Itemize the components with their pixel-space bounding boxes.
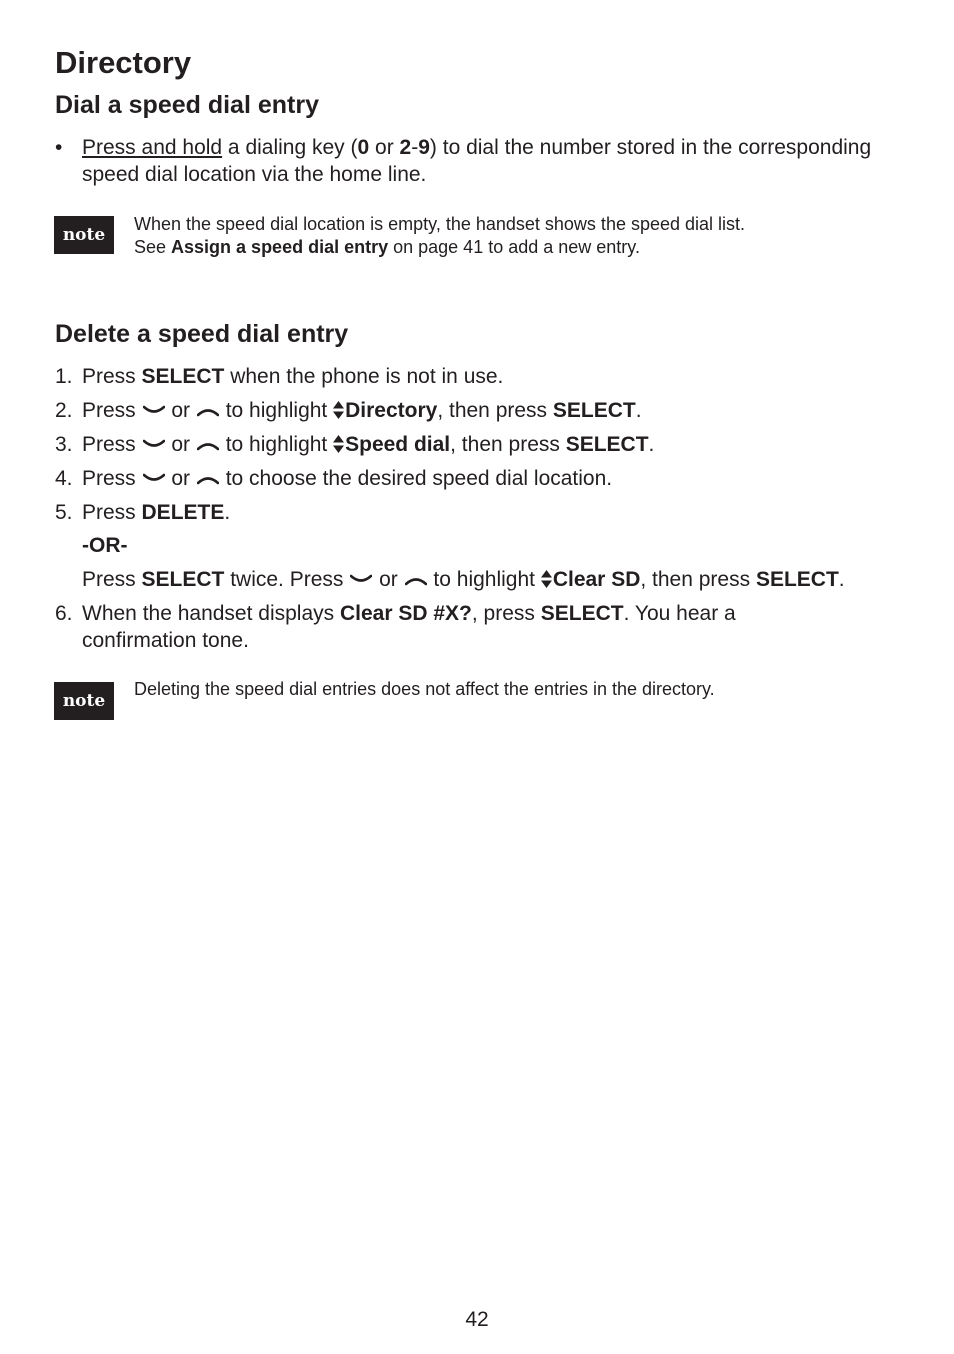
- key-2: 2: [399, 136, 412, 159]
- up-down-arrow-icon: [541, 570, 552, 588]
- chevron-down-icon: [350, 574, 372, 586]
- dial-note-text: When the speed dial location is empty, the handset shows the speed dial list. See Assign a speed dial entry on page 41 to add a new entry.: [134, 214, 746, 257]
- or-separator: -OR-: [82, 534, 128, 557]
- up-down-arrow-icon: [333, 401, 344, 419]
- note-badge: note: [54, 216, 114, 254]
- step-number: 4.: [55, 467, 73, 490]
- step-number: 5.: [55, 501, 73, 524]
- assign-speed-dial-reference: Assign a speed dial entry: [171, 237, 389, 257]
- key-9: 9: [418, 136, 430, 159]
- step-4: Press or to choose the desired speed dial location.: [82, 467, 613, 490]
- step-number: 1.: [55, 365, 73, 388]
- step-1: Press SELECT when the phone is not in use.: [82, 365, 504, 388]
- step-3: Press or to highlight Speed dial, then press SELECT.: [82, 433, 655, 456]
- step-2: Press or to highlight Directory, then press SELECT.: [82, 399, 642, 422]
- chevron-down-icon: [143, 405, 165, 417]
- delete-section-heading: Delete a speed dial entry: [55, 320, 349, 348]
- chevron-up-icon: [197, 405, 219, 417]
- bullet-marker: •: [55, 136, 63, 159]
- press-and-hold-text: Press and hold: [82, 136, 223, 159]
- dial-instruction: Press and hold a dialing key (0 or 2-9) to dial the number stored in the corresponding speed dial location via the home line.: [82, 136, 872, 186]
- step-5: Press DELETE.: [82, 501, 231, 524]
- chevron-up-icon: [405, 574, 427, 586]
- chevron-up-icon: [197, 439, 219, 451]
- step-number: 2.: [55, 399, 73, 422]
- up-down-arrow-icon: [333, 435, 344, 453]
- step-number: 3.: [55, 433, 73, 456]
- step-number: 6.: [55, 602, 73, 625]
- page-title: Directory: [55, 45, 192, 80]
- chevron-up-icon: [197, 473, 219, 485]
- chevron-down-icon: [143, 473, 165, 485]
- step-5-alternative: Press SELECT twice. Press or to highlight Clear SD, then press SELECT.: [82, 568, 845, 591]
- key-0: 0: [357, 136, 370, 159]
- note-badge: note: [54, 682, 114, 720]
- step-6: When the handset displays Clear SD #X?, press SELECT. You hear a confirmation tone.: [82, 602, 736, 652]
- delete-note-text: Deleting the speed dial entries does not affect the entries in the directory.: [134, 679, 715, 699]
- dial-section-heading: Dial a speed dial entry: [55, 91, 319, 119]
- page-number: 42: [465, 1308, 489, 1331]
- chevron-down-icon: [143, 439, 165, 451]
